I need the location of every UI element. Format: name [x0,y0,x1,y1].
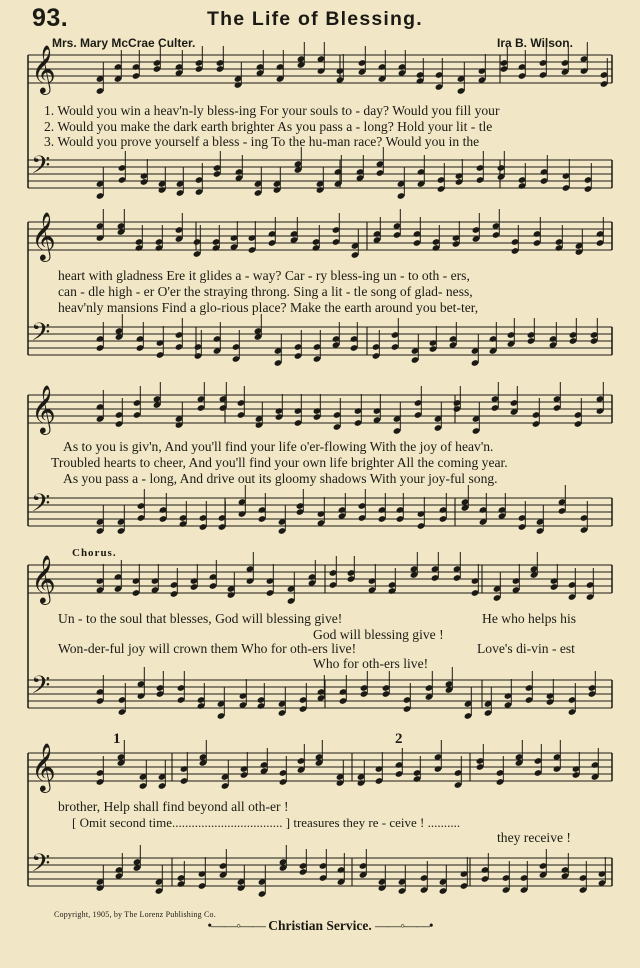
verse1-line-system2: heart with gladness Ere it glides a - way? Car - ry bless-ing un - to oth - ers, [58,268,470,283]
chorus-line1: Un - to the soul that blesses, God will blessing give! [58,611,343,626]
chorus-line2-echo: Who for oth-ers live! [313,656,429,671]
verse3-line-system3: As you pass a - long, And drive out its gloomy shadows With your joy-ful song. [63,471,498,486]
copyright-notice: Copyright, 1905, by The Lorenz Publishing Co. [54,910,216,919]
hymn-number: 93. [32,4,69,32]
bass-clef-icon: 𝄢 [31,489,51,524]
verse3-line-system1: 3. Would you prove yourself a bless - ing To the hu-man race? Would you in the [44,134,480,149]
chorus-line1-right: He who helps his [482,611,577,626]
system5-line2: [ Omit second time.................................. ] treasures they re - ceive ! .......... [72,815,461,830]
treble-clef-icon: 𝄞 [31,384,56,433]
author-credit: Mrs. Mary McCrae Culter. [52,36,196,50]
chorus-label: Chorus. [72,547,117,559]
chorus-line2: Won-der-ful joy will crown them Who for oth-ers live! [58,641,357,656]
treble-clef-icon: 𝄞 [31,742,56,791]
ending-one-label: 1 [113,731,121,747]
system5-line3: they receive ! [497,830,571,845]
verse2-line-system1: 2. Would you make the dark earth brighter As you pass a - long? Hold your lit - tle [44,119,493,134]
composer-credit: Ira B. Wilson. [497,36,573,50]
chorus-line2-right: Love's di-vin - est [477,641,575,656]
hymn-title: The Life of Blessing. [207,8,423,30]
treble-clef-icon: 𝄞 [31,44,56,93]
verse1-line-system3: As to you is giv'n, And you'll find your life o'er-flowing With the joy of heav'n. [63,439,494,454]
verse3-line-system2: heav'nly mansions Find a glo-rious place? Make the earth around you bet-ter, [58,300,479,315]
bass-clef-icon: 𝄢 [31,318,51,353]
treble-clef-icon: 𝄞 [31,554,56,603]
verse2-line-system2: can - dle high - er O'er the straying throng. Sing a lit - tle song of glad- ness, [58,284,473,299]
verse1-line-system1: 1. Would you win a heav'n-ly bless-ing For your souls to - day? Would you fill your [44,103,500,118]
footer-ornament-left: •——◦—— [207,918,265,933]
bass-clef-icon: 𝄢 [31,849,51,884]
book-footer [0,918,640,934]
bass-clef-icon: 𝄢 [31,151,51,186]
verse2-line-system3: Troubled hearts to cheer, And you'll find your own life brighter All the coming year. [51,455,508,470]
chorus-line1-echo: God will blessing give ! [313,627,444,642]
system5-line1: brother, Help shall find beyond all oth-er ! [58,799,289,814]
treble-clef-icon: 𝄞 [31,211,56,260]
ending-two-label: 2 [395,731,403,747]
footer-label: Christian Service. [268,918,372,933]
bass-clef-icon: 𝄢 [31,671,51,706]
footer-ornament-right: ——◦——• [375,918,433,933]
